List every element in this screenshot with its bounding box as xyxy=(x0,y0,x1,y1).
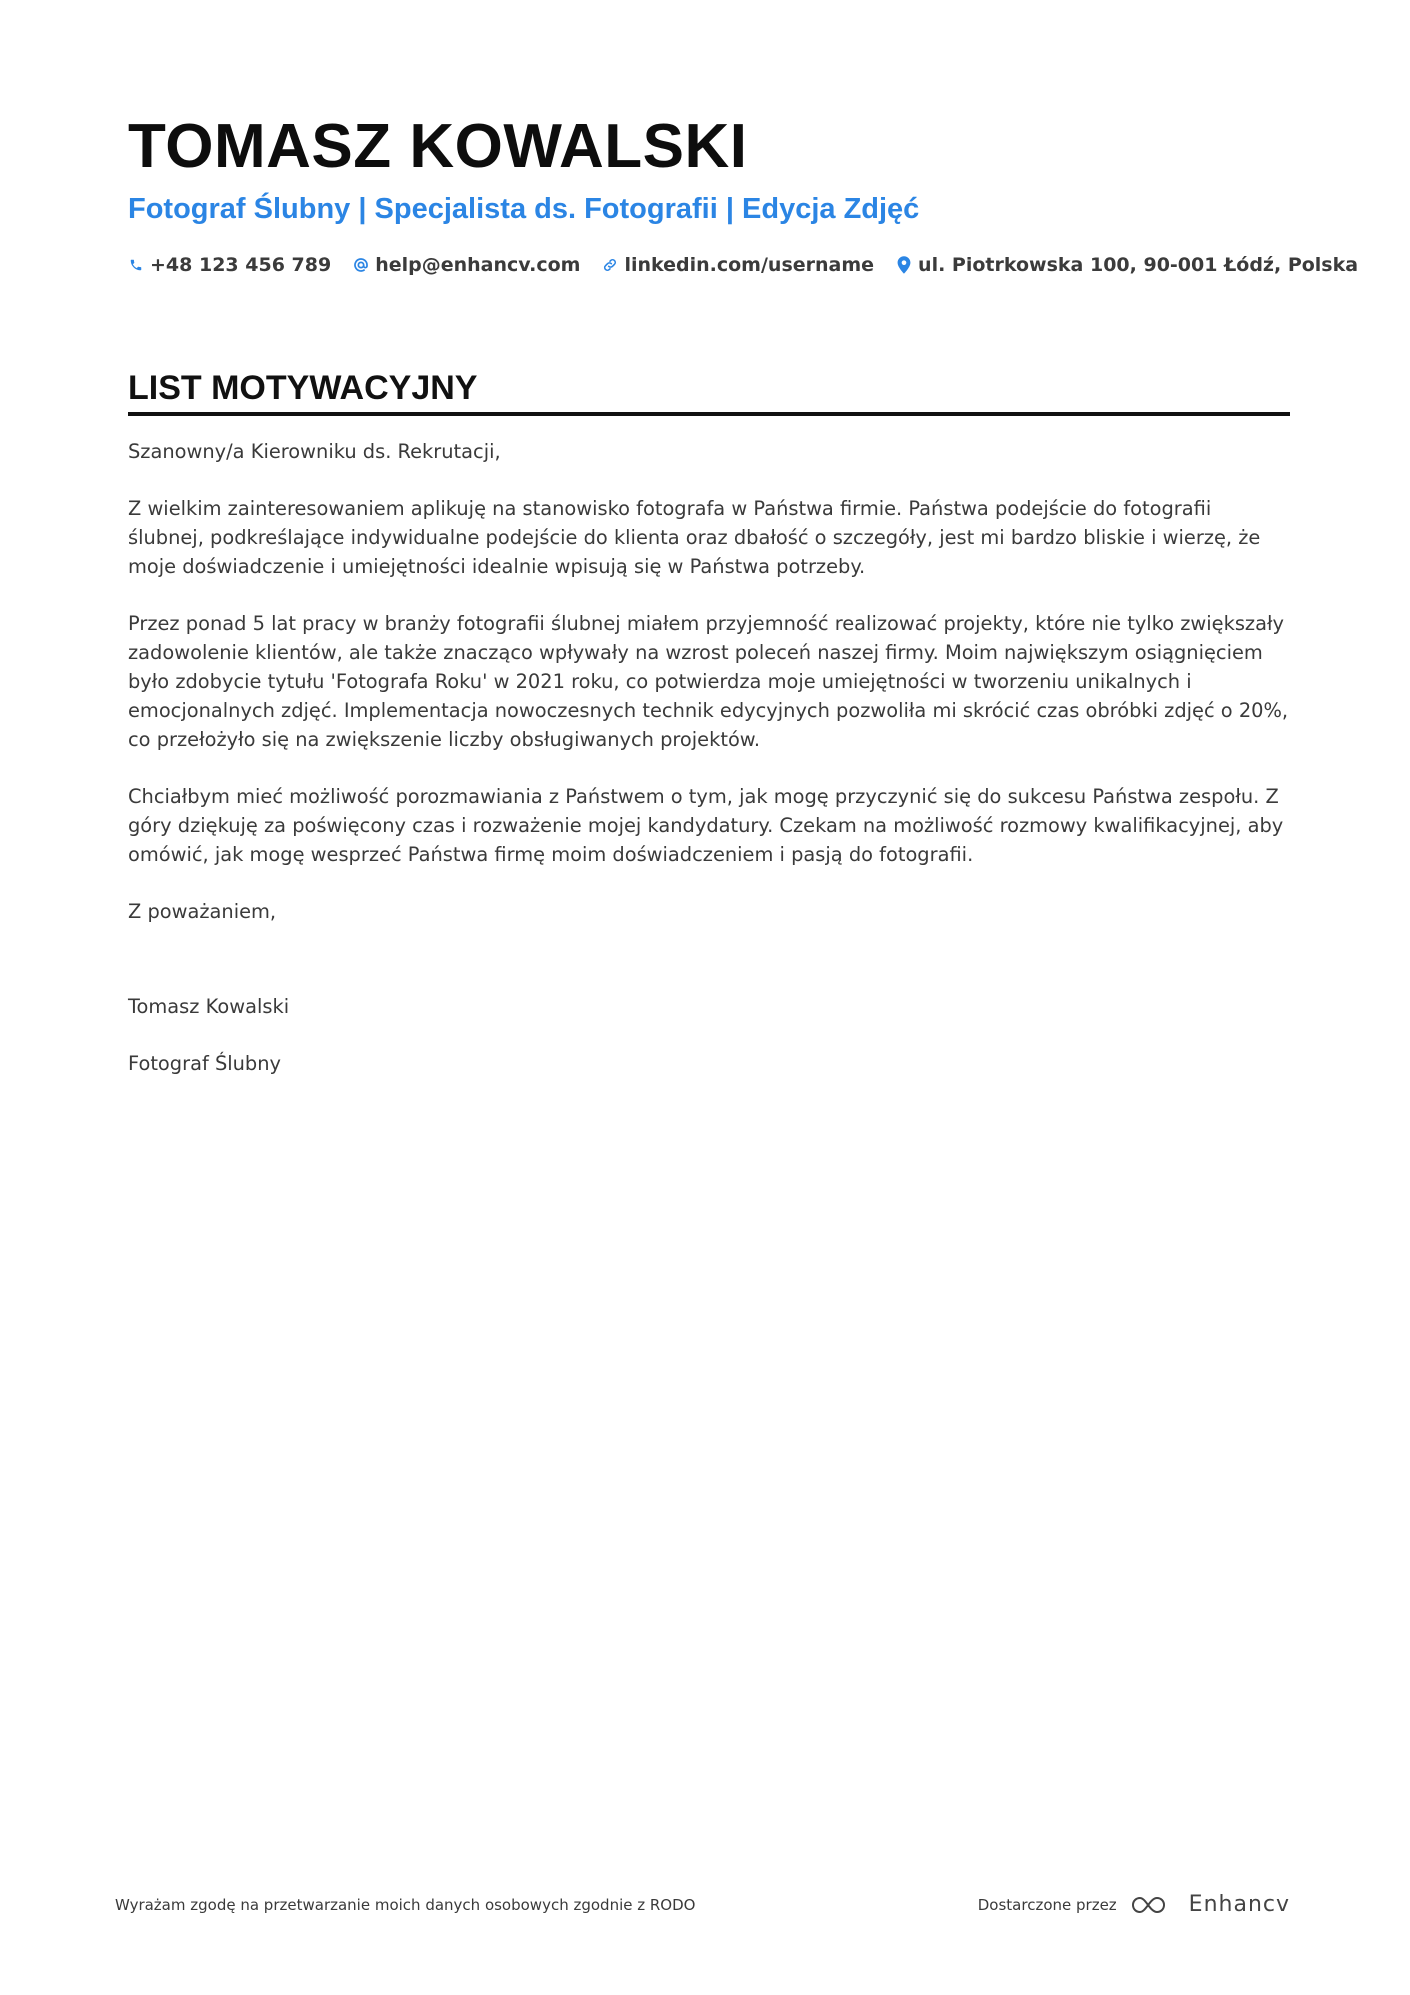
section-title: LIST MOTYWACYJNY xyxy=(128,366,1290,416)
signature-title: Fotograf Ślubny xyxy=(128,1052,282,1075)
signature-name: Tomasz Kowalski xyxy=(128,995,290,1018)
powered-by[interactable] xyxy=(978,1892,1290,1917)
footer xyxy=(115,1892,1290,1917)
salutation: Szanowny/a Kierowniku ds. Rekrutacji, xyxy=(128,440,501,463)
contact-bar xyxy=(128,254,1359,276)
contact-linkedin[interactable] xyxy=(602,254,874,276)
closing: Z poważaniem, xyxy=(128,900,277,923)
contact-address-text: ul. Piotrkowska 100, 90-001 Łódź, Polska xyxy=(918,254,1359,276)
link-icon xyxy=(602,257,618,273)
at-icon xyxy=(353,257,369,273)
paragraph-closing-request: Chciałbym mieć możliwość porozmawiania z Państwem o tym, jak mogę przyczynić się do sukcesu Państwa zespołu. Z góry dziękuję za poświęcony czas i rozważenie mojej kandydatury. Czekam na możliwość rozmowy kwalifikacyjnej, aby omówić, jak mogę wesprzeć Państwa firmę moim doświadczeniem i pasją do fotografii. xyxy=(128,785,1284,866)
paragraph-intro: Z wielkim zainteresowaniem aplikuję na stanowisko fotografa w Państwa firmie. Państwa podejście do fotografii ślubnej, podkreślające indywidualne podejście do klienta oraz dbałość o szczegóły, jest mi bardzo bliskie i wierzę, że moje doświadczenie i umiejętności idealnie wpisują się w Państwa potrzeby. xyxy=(128,497,1261,578)
contact-email-text: help@enhancv.com xyxy=(375,254,581,276)
infinity-logo-icon xyxy=(1129,1893,1177,1917)
candidate-tagline: Fotograf Ślubny | Specjalista ds. Fotografii | Edycja Zdjęć xyxy=(128,193,920,225)
paragraph-experience: Przez ponad 5 lat pracy w branży fotografii ślubnej miałem przyjemność realizować projekty, które nie tylko zwiększały zadowolenie klientów, ale także znacząco wpływały na wzrost poleceń naszej firmy. Moim największym osiągnięciem było zdobycie tytułu 'Fotografa Roku' w 2021 roku, co potwierdza moje umiejętności w tworzeniu unikalnych i emocjonalnych zdjęć. Implementacja nowoczesnych technik edycyjnych pozwoliła mi skrócić czas obróbki zdjęć o 20%, co przełożyło się na zwiększenie liczby obsługiwanych projektów. xyxy=(128,612,1289,751)
contact-phone-text: +48 123 456 789 xyxy=(150,254,332,276)
enhancv-logo-text: Enhancv xyxy=(1188,1892,1290,1917)
contact-phone[interactable] xyxy=(128,254,331,276)
contact-linkedin-text: linkedin.com/username xyxy=(624,254,875,276)
contact-address xyxy=(896,254,1358,276)
gdpr-consent: Wyrażam zgodę na przetwarzanie moich danych osobowych zgodnie z RODO xyxy=(115,1895,696,1914)
contact-email[interactable] xyxy=(353,254,580,276)
phone-icon xyxy=(128,257,144,273)
letter-body xyxy=(128,437,1290,1106)
location-pin-icon xyxy=(896,257,912,273)
powered-by-label: Dostarczone przez xyxy=(977,1895,1117,1914)
header xyxy=(128,108,1359,276)
candidate-name: TOMASZ KOWALSKI xyxy=(128,112,748,181)
